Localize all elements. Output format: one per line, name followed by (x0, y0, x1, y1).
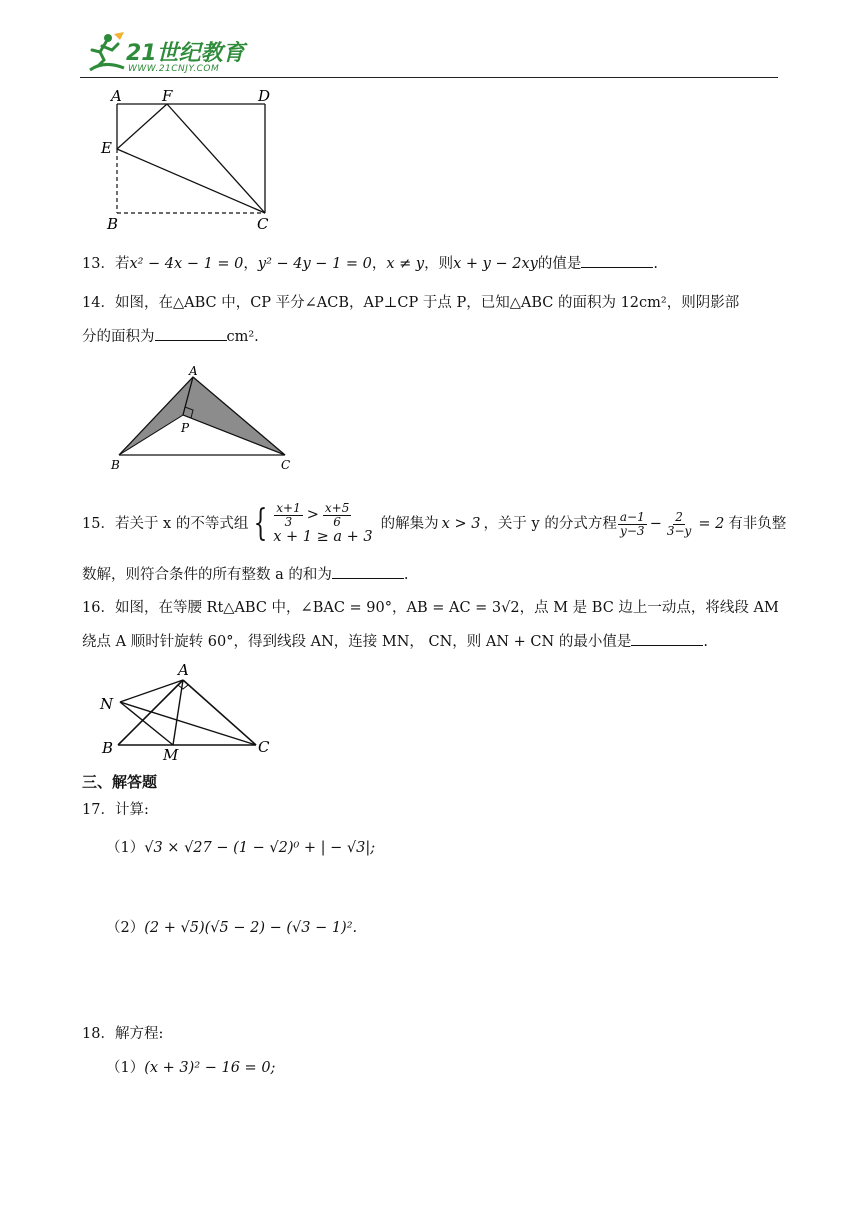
label-c: C (281, 458, 291, 472)
logo-url: WWW.21CNJY.COM (128, 64, 220, 74)
label-p: P (181, 421, 190, 435)
question-17-part1 (106, 838, 375, 858)
figure-triangle-abc-shaded (105, 365, 305, 475)
label-a: A (111, 87, 122, 105)
q15-text-b: 的解集为 (380, 516, 439, 532)
label-a: A (178, 662, 189, 679)
question-14-line2 (82, 326, 259, 347)
label-b: B (102, 739, 114, 757)
q13-number: 13． (82, 256, 115, 272)
q14-unit: cm². (226, 329, 259, 345)
answer-blank[interactable] (155, 326, 227, 341)
q15-text-c: ，关于 y 的分式方程 (483, 516, 617, 532)
q13-text-b: ，则 (424, 256, 454, 272)
question-16-line2: 绕点 A 顺时针旋转 60°，得到线段 AN，连接 MN， CN，则 AN + CN 的最小值是 . (82, 631, 708, 652)
question-15-line2: 数解，则符合条件的所有整数 a 的和为 . (82, 564, 408, 585)
question-15-line1: 15． 若关于 x 的不等式组 { $\frac{x+1}{3}$ > $\frac{x+5}{6}$ x + 1 ≥ a + 3 的解集为 x > 3 ，关于 y 的分式方程 $\frac{a-1}{y-3}$ − $\frac{2}{3-y}$ = 2 有非负整 (82, 501, 787, 545)
q16-text: 绕点 A 顺时针旋转 60°，得到线段 AN，连接 MN， CN，则 AN + CN 的最小值是 (82, 634, 632, 650)
q17-p1-label: （1） (106, 840, 145, 856)
figure-isosceles-right-triangle (98, 662, 288, 762)
q14-text: 分的面积为 (82, 329, 155, 345)
q15-brace: { (253, 503, 268, 544)
q15-system: $\frac{x+1}{3}$ > $\frac{x+5}{6}$ x + 1 ≥ a + 3 (273, 501, 373, 545)
q13-text-c: 的值是 (537, 256, 582, 272)
q13-sep2: ， (371, 256, 387, 272)
question-18-part1 (106, 1058, 275, 1078)
section-heading: 三、解答题 (82, 773, 158, 791)
label-n: N (100, 695, 114, 713)
q15-text-d: 有非负整 (728, 516, 787, 532)
label-b: B (111, 458, 120, 472)
q13-eq2: y² − 4y − 1 = 0 (257, 256, 372, 272)
q13-cond: x ≠ y (386, 256, 425, 272)
question-14-line1: 14．如图，在△ABC 中，CP 平分∠ACB，AP⊥CP 于点 P，已知△ABC 的面积为 12cm²，则阴影部 (82, 295, 740, 311)
question-13 (82, 253, 658, 274)
label-c: C (257, 215, 269, 233)
q15-number: 15． (82, 516, 115, 532)
label-m: M (163, 746, 179, 762)
q13-expr: x + y − 2xy (453, 256, 538, 272)
q15-text-e: 数解，则符合条件的所有整数 a 的和为 (82, 567, 332, 583)
runner-logo-icon (80, 30, 128, 74)
label-d: D (258, 87, 271, 105)
label-f: F (162, 87, 173, 105)
header-rule (80, 77, 778, 78)
q13-eq1: x² − 4x − 1 = 0 (129, 256, 244, 272)
q15-text-a: 若关于 x 的不等式组 (114, 516, 249, 532)
answer-blank[interactable] (332, 564, 404, 579)
q17-p2-label: （2） (106, 920, 145, 936)
question-18-title: 18．解方程: (82, 1026, 164, 1042)
q13-end: . (653, 256, 658, 272)
header-logo (80, 30, 250, 76)
label-a: A (189, 365, 198, 378)
q17-p2-expr: (2 + √5)(√5 − 2) − (√3 − 1)². (144, 920, 358, 936)
q13-sep1: ， (243, 256, 258, 272)
answer-blank[interactable] (581, 253, 653, 268)
q13-text-a: 若 (114, 256, 130, 272)
label-e: E (101, 139, 112, 157)
q18-p1-expr: (x + 3)² − 16 = 0; (144, 1060, 276, 1076)
logo-title: 21世纪教育 (126, 41, 245, 66)
question-17-title: 17．计算: (82, 802, 149, 818)
label-c: C (258, 738, 270, 756)
figure-rectangle-abcd (95, 85, 295, 235)
answer-blank[interactable] (631, 631, 703, 646)
q15-sol: x > 3 (441, 516, 481, 532)
question-17-part2 (106, 918, 357, 938)
question-16-line1: 16．如图，在等腰 Rt△ABC 中，∠BAC = 90°，AB = AC = 3√2，点 M 是 BC 边上一动点，将线段 AM (82, 600, 779, 616)
q18-p1-label: （1） (106, 1060, 145, 1076)
label-b: B (107, 215, 119, 233)
q17-p1-expr: √3 × √27 − (1 − √2)⁰ + | − √3|; (144, 840, 376, 856)
